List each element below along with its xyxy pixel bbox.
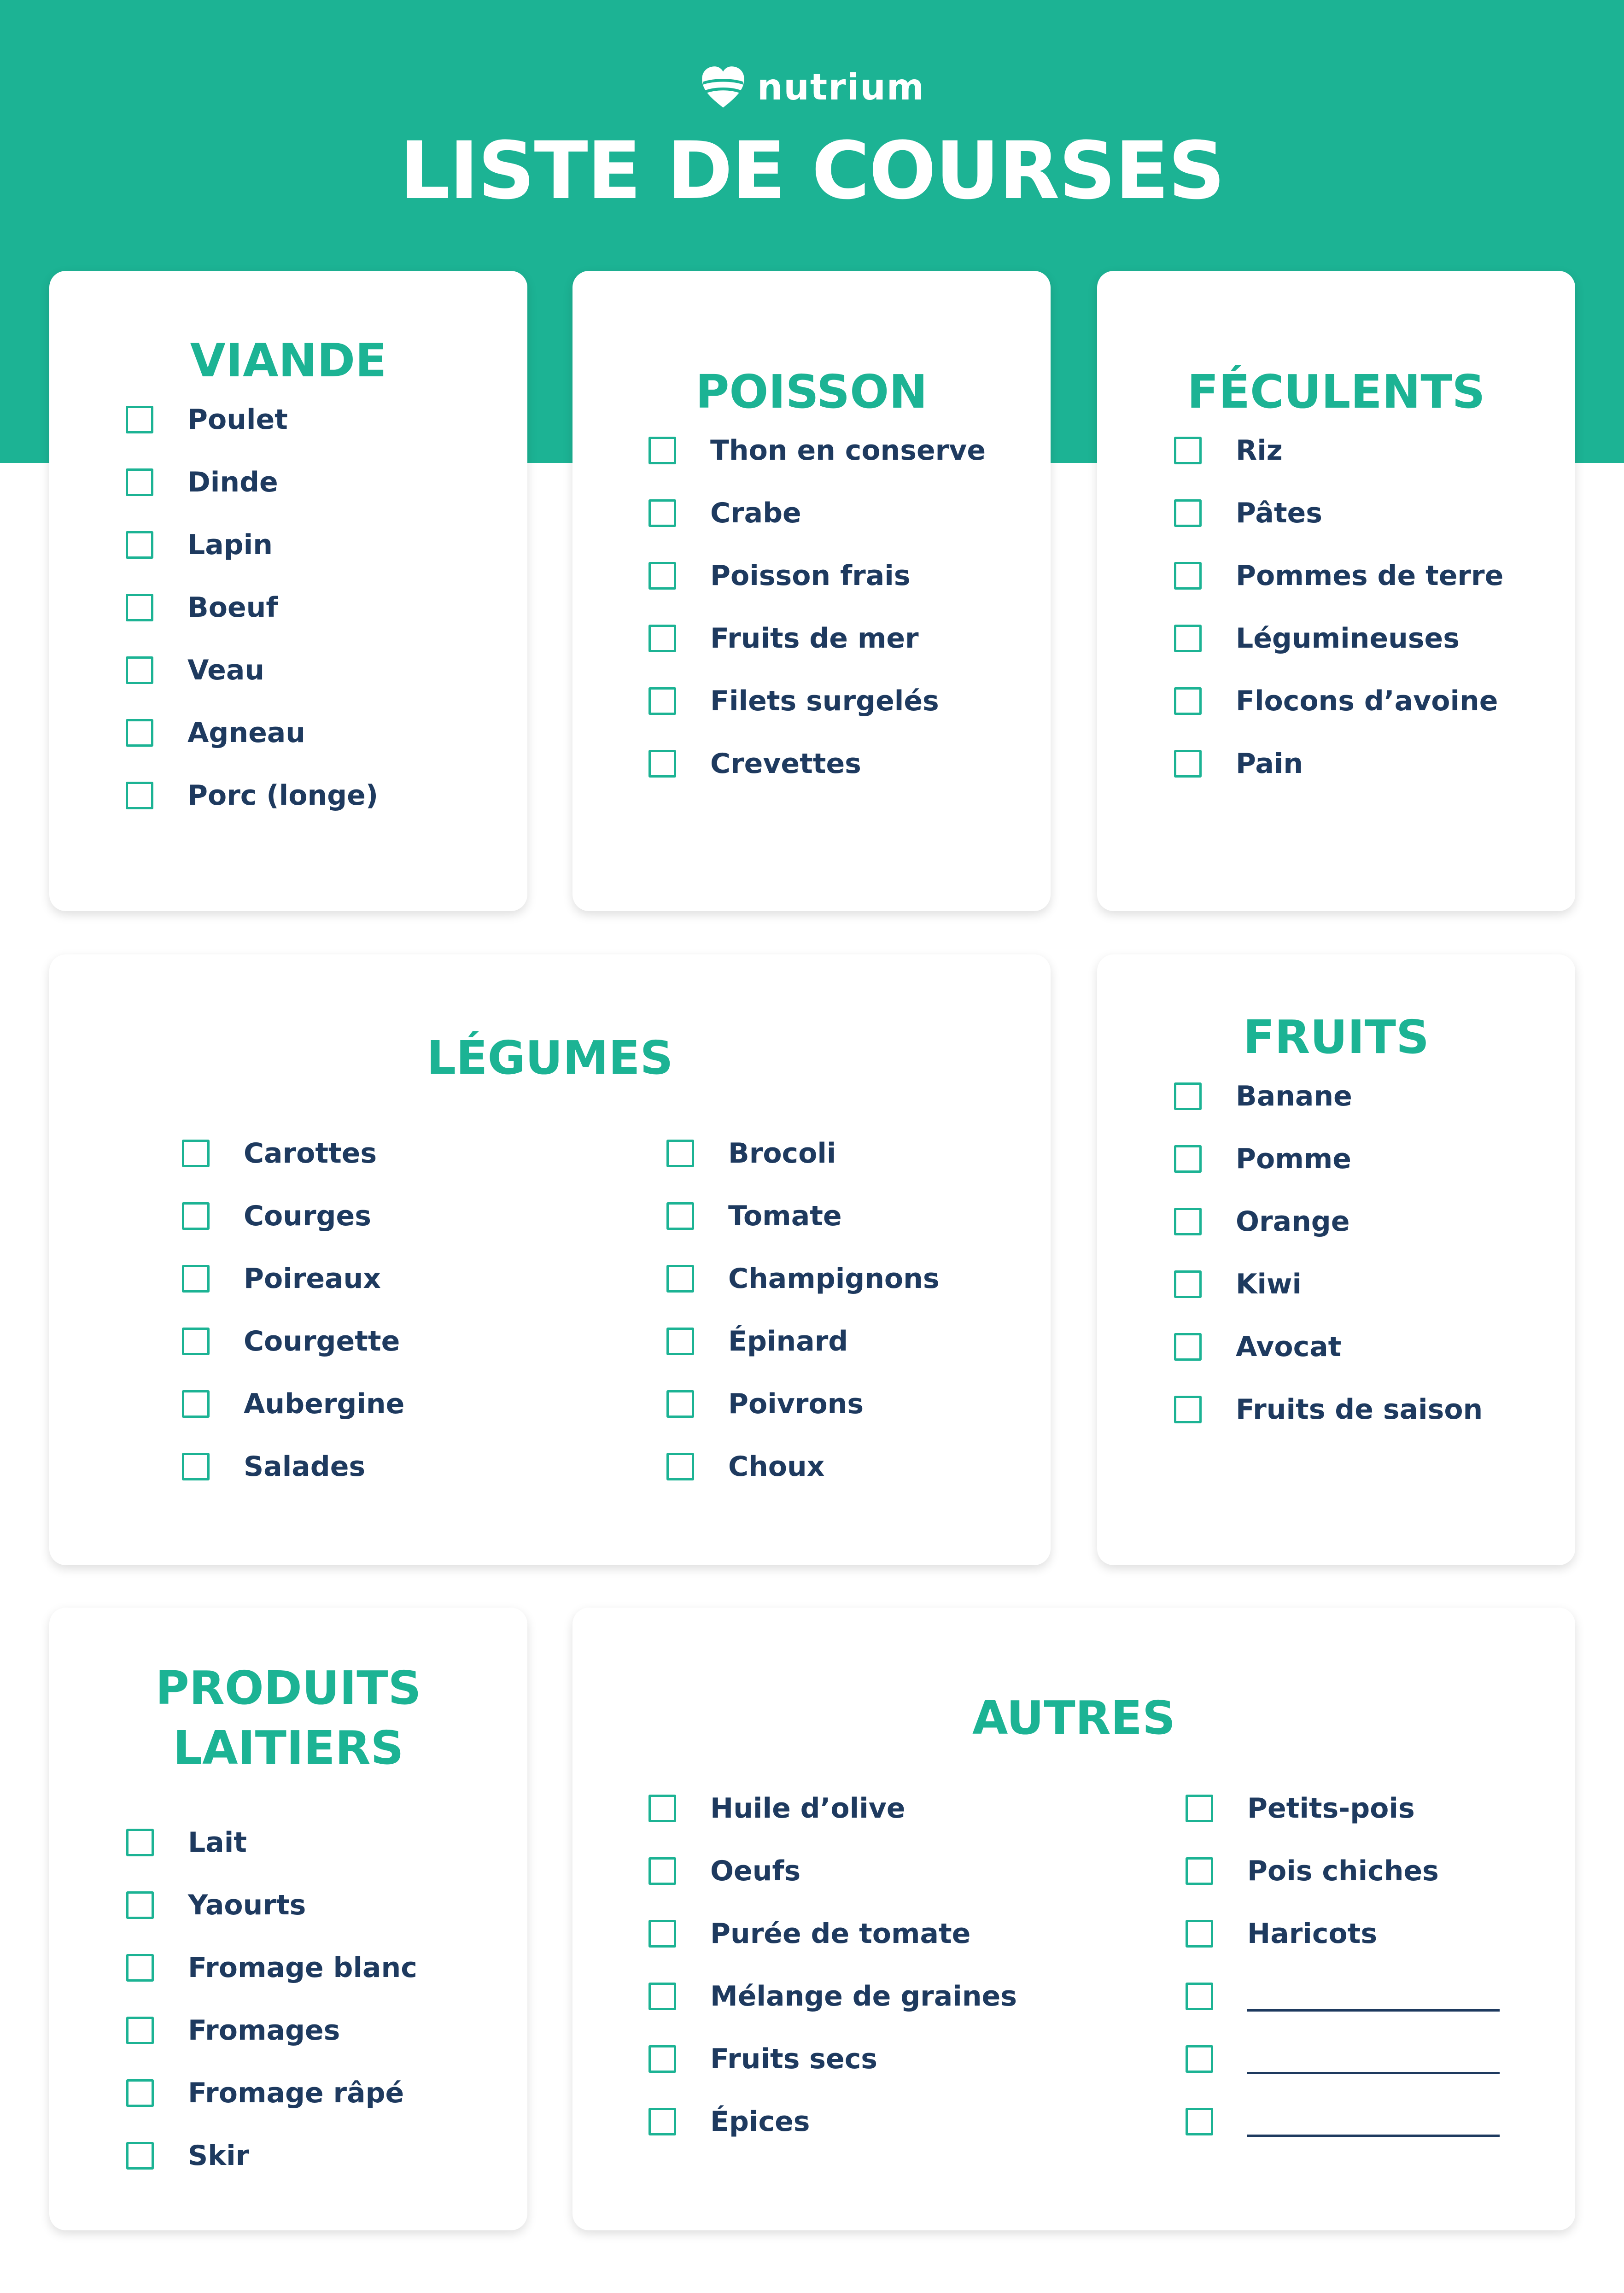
- checkbox[interactable]: [648, 1983, 676, 2010]
- item-label: Orange: [1236, 1205, 1350, 1238]
- card-legumes: [49, 954, 1051, 1565]
- card-title: POISSON: [695, 365, 928, 419]
- checkbox[interactable]: [1174, 1082, 1202, 1110]
- checkbox[interactable]: [1174, 1208, 1202, 1235]
- checkbox[interactable]: [1186, 2045, 1213, 2073]
- item-label: Riz: [1236, 434, 1283, 467]
- checklist-col1: [648, 1777, 1017, 2153]
- checkbox[interactable]: [126, 2079, 154, 2107]
- list-item[interactable]: [126, 1999, 417, 2062]
- list-item[interactable]: [666, 1435, 940, 1498]
- item-label: Poisson frais: [710, 560, 911, 592]
- checkbox[interactable]: [648, 2108, 676, 2135]
- checkbox[interactable]: [182, 1328, 210, 1355]
- checkbox[interactable]: [648, 687, 676, 715]
- checkbox[interactable]: [648, 437, 676, 464]
- checklist: [1174, 419, 1503, 795]
- page-title: LISTE DE COURSES: [399, 124, 1225, 217]
- card-title: LÉGUMES: [426, 1031, 673, 1085]
- list-item[interactable]: [1174, 544, 1503, 607]
- checkbox[interactable]: [666, 1390, 694, 1418]
- list-item-blank[interactable]: [1186, 2090, 1500, 2153]
- item-label: Kiwi: [1236, 1268, 1302, 1300]
- checkbox[interactable]: [1186, 2108, 1213, 2135]
- checkbox[interactable]: [666, 1140, 694, 1167]
- item-label: Agneau: [187, 717, 305, 749]
- item-label: Haricots: [1247, 1918, 1378, 1950]
- list-item[interactable]: [1174, 607, 1503, 670]
- list-item[interactable]: [1174, 1065, 1483, 1128]
- checklist: [1174, 1065, 1483, 1441]
- list-item[interactable]: [182, 1122, 404, 1185]
- blank-write-line[interactable]: [1247, 2135, 1500, 2137]
- item-label: Avocat: [1236, 1331, 1342, 1363]
- checkbox[interactable]: [126, 782, 153, 809]
- list-item[interactable]: [648, 544, 986, 607]
- list-item[interactable]: [648, 1902, 1017, 1965]
- item-label: Boeuf: [187, 591, 278, 624]
- checklist-col1: [182, 1122, 404, 1498]
- card-title: FRUITS: [1243, 1010, 1429, 1064]
- checkbox[interactable]: [1174, 562, 1202, 590]
- checkbox[interactable]: [666, 1328, 694, 1355]
- item-label: Courges: [244, 1200, 371, 1232]
- checkbox[interactable]: [1186, 1920, 1213, 1948]
- list-item-blank[interactable]: [1186, 1965, 1500, 2028]
- checkbox[interactable]: [182, 1265, 210, 1293]
- checkbox[interactable]: [648, 750, 676, 778]
- list-item[interactable]: [648, 1840, 1017, 1902]
- item-label: Courgette: [244, 1325, 400, 1357]
- list-item[interactable]: [182, 1185, 404, 1247]
- list-item[interactable]: [182, 1310, 404, 1373]
- checkbox[interactable]: [182, 1140, 210, 1167]
- checkbox[interactable]: [126, 406, 153, 433]
- item-label: Skir: [188, 2140, 250, 2172]
- checkbox[interactable]: [648, 1920, 676, 1948]
- checkbox[interactable]: [648, 625, 676, 652]
- blank-write-line[interactable]: [1247, 2072, 1500, 2074]
- checkbox[interactable]: [182, 1390, 210, 1418]
- item-label: Thon en conserve: [710, 434, 986, 467]
- list-item[interactable]: [126, 2062, 417, 2124]
- item-label: Pomme: [1236, 1143, 1351, 1175]
- list-item[interactable]: [126, 576, 378, 639]
- checkbox[interactable]: [1174, 1333, 1202, 1361]
- card-title-line1: PRODUITS: [155, 1661, 421, 1715]
- card-feculents: [1097, 271, 1575, 911]
- list-item[interactable]: [666, 1310, 940, 1373]
- checklist: [648, 419, 986, 795]
- item-label: Huile d’olive: [710, 1792, 905, 1825]
- checklist: [126, 388, 378, 827]
- checkbox[interactable]: [126, 1954, 154, 1982]
- checkbox[interactable]: [1174, 687, 1202, 715]
- checkbox[interactable]: [126, 531, 153, 559]
- item-label: Flocons d’avoine: [1236, 685, 1498, 717]
- item-label: Veau: [187, 654, 265, 686]
- item-label: Petits-pois: [1247, 1792, 1415, 1825]
- item-label: Purée de tomate: [710, 1918, 971, 1950]
- item-label: Épinard: [728, 1325, 848, 1357]
- list-item[interactable]: [666, 1122, 940, 1185]
- item-label: Crabe: [710, 497, 801, 529]
- item-label: Tomate: [728, 1200, 842, 1232]
- checkbox[interactable]: [1186, 1983, 1213, 2010]
- list-item[interactable]: [1174, 1190, 1483, 1253]
- blank-write-line[interactable]: [1247, 2009, 1500, 2012]
- list-item[interactable]: [1186, 1840, 1500, 1902]
- list-item[interactable]: [1174, 732, 1503, 795]
- item-label: Poireaux: [244, 1263, 381, 1295]
- list-item[interactable]: [1174, 482, 1503, 544]
- checklist-col2: [666, 1122, 940, 1498]
- checkbox[interactable]: [1174, 1396, 1202, 1423]
- item-label: Pois chiches: [1247, 1855, 1439, 1887]
- item-label: Pommes de terre: [1236, 560, 1504, 592]
- checkbox[interactable]: [648, 1795, 676, 1822]
- checklist: [126, 1811, 417, 2187]
- checkbox[interactable]: [648, 499, 676, 527]
- item-label: Pâtes: [1236, 497, 1322, 529]
- list-item[interactable]: [182, 1247, 404, 1310]
- item-label: Lapin: [187, 529, 273, 561]
- list-item[interactable]: [1186, 1777, 1500, 1840]
- checkbox[interactable]: [182, 1453, 210, 1480]
- checkbox[interactable]: [666, 1202, 694, 1230]
- item-label: Champignons: [728, 1263, 940, 1295]
- list-item[interactable]: [1174, 1316, 1483, 1378]
- heart-leaf-icon: [699, 64, 747, 111]
- card-fruits: [1097, 954, 1575, 1565]
- list-item[interactable]: [648, 2028, 1017, 2090]
- item-label: Yaourts: [188, 1889, 306, 1921]
- checkbox[interactable]: [1174, 1145, 1202, 1173]
- list-item[interactable]: [1174, 670, 1503, 732]
- list-item[interactable]: [126, 388, 378, 451]
- item-label: Crevettes: [710, 748, 861, 780]
- checkbox[interactable]: [126, 2142, 154, 2170]
- checkbox[interactable]: [648, 2045, 676, 2073]
- checkbox[interactable]: [126, 594, 153, 621]
- item-label: Fromage blanc: [188, 1952, 417, 1984]
- list-item[interactable]: [648, 2090, 1017, 2153]
- item-label: Fromage râpé: [188, 2077, 404, 2109]
- list-item[interactable]: [126, 2124, 417, 2187]
- card-poisson: [572, 271, 1051, 911]
- card-title: AUTRES: [972, 1691, 1176, 1745]
- checklist-col2: [1186, 1777, 1500, 2153]
- checkbox[interactable]: [1174, 750, 1202, 778]
- item-label: Poulet: [187, 404, 288, 436]
- item-label: Fruits de saison: [1236, 1393, 1483, 1426]
- brand-logo: [0, 60, 1624, 115]
- item-label: Pain: [1236, 748, 1303, 780]
- item-label: Choux: [728, 1451, 825, 1483]
- item-label: Mélange de graines: [710, 1980, 1017, 2012]
- list-item[interactable]: [666, 1373, 940, 1435]
- checkbox[interactable]: [126, 1891, 154, 1919]
- checkbox[interactable]: [1174, 499, 1202, 527]
- checkbox[interactable]: [648, 1857, 676, 1885]
- checkbox[interactable]: [666, 1265, 694, 1293]
- checkbox[interactable]: [1174, 625, 1202, 652]
- checkbox[interactable]: [182, 1202, 210, 1230]
- list-item[interactable]: [648, 607, 986, 670]
- list-item[interactable]: [1174, 1378, 1483, 1441]
- checkbox[interactable]: [1174, 437, 1202, 464]
- item-label: Porc (longe): [187, 779, 379, 812]
- checkbox[interactable]: [648, 562, 676, 590]
- item-label: Fruits secs: [710, 2043, 877, 2075]
- list-item[interactable]: [126, 764, 378, 827]
- brand-name: nutrium: [757, 67, 925, 108]
- item-label: Fruits de mer: [710, 622, 919, 655]
- checkbox[interactable]: [666, 1453, 694, 1480]
- item-label: Aubergine: [244, 1388, 405, 1420]
- item-label: Lait: [188, 1826, 247, 1859]
- checkbox[interactable]: [126, 1829, 154, 1856]
- card-produits-laitiers: [49, 1608, 527, 2230]
- list-item[interactable]: [182, 1435, 404, 1498]
- item-label: Fromages: [188, 2014, 340, 2047]
- list-item[interactable]: [648, 1777, 1017, 1840]
- checkbox[interactable]: [126, 719, 153, 747]
- item-label: Légumineuses: [1236, 622, 1460, 655]
- list-item[interactable]: [1174, 419, 1503, 482]
- item-label: Brocoli: [728, 1137, 836, 1170]
- card-viande: [49, 271, 527, 911]
- list-item-blank[interactable]: [1186, 2028, 1500, 2090]
- item-label: Épices: [710, 2106, 810, 2138]
- list-item[interactable]: [1174, 1253, 1483, 1316]
- list-item[interactable]: [648, 1965, 1017, 2028]
- list-item[interactable]: [182, 1373, 404, 1435]
- card-autres: [572, 1608, 1575, 2230]
- checkbox[interactable]: [126, 468, 153, 496]
- item-label: Dinde: [187, 466, 278, 498]
- card-title: FÉCULENTS: [1187, 365, 1485, 419]
- list-item[interactable]: [126, 451, 378, 514]
- list-item[interactable]: [1186, 1902, 1500, 1965]
- item-label: Carottes: [244, 1137, 377, 1170]
- card-title: VIANDE: [190, 333, 387, 387]
- item-label: Banane: [1236, 1080, 1352, 1112]
- item-label: Poivrons: [728, 1388, 864, 1420]
- list-item[interactable]: [126, 1811, 417, 1874]
- checkbox[interactable]: [1186, 1795, 1213, 1822]
- card-title-line2: LAITIERS: [173, 1721, 404, 1775]
- item-label: Filets surgelés: [710, 685, 939, 717]
- list-item[interactable]: [648, 482, 986, 544]
- checkbox[interactable]: [126, 2017, 154, 2044]
- checkbox[interactable]: [1186, 1857, 1213, 1885]
- item-label: Salades: [244, 1451, 366, 1483]
- list-item[interactable]: [1174, 1128, 1483, 1190]
- list-item[interactable]: [126, 639, 378, 702]
- list-item[interactable]: [126, 1936, 417, 1999]
- list-item[interactable]: [666, 1185, 940, 1247]
- list-item[interactable]: [126, 514, 378, 576]
- checkbox[interactable]: [1174, 1270, 1202, 1298]
- checkbox[interactable]: [126, 656, 153, 684]
- list-item[interactable]: [648, 419, 986, 482]
- list-item[interactable]: [126, 1874, 417, 1936]
- list-item[interactable]: [648, 670, 986, 732]
- list-item[interactable]: [648, 732, 986, 795]
- item-label: Oeufs: [710, 1855, 801, 1887]
- list-item[interactable]: [666, 1247, 940, 1310]
- list-item[interactable]: [126, 702, 378, 764]
